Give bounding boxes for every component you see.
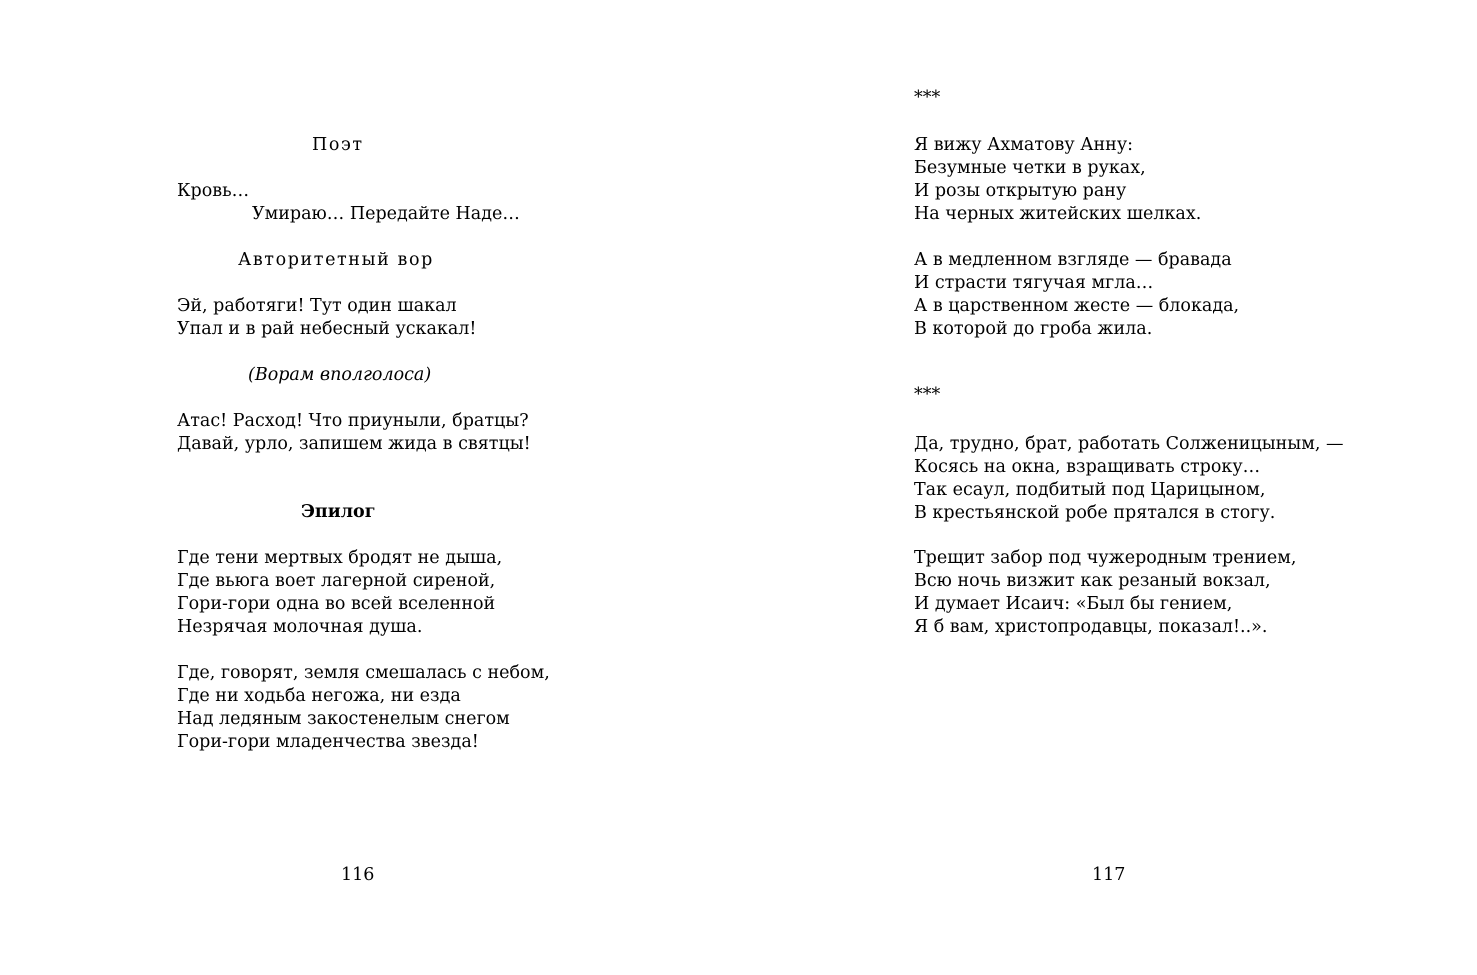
- poet-line: Кровь…: [177, 181, 250, 201]
- verse-line: И думает Исаич: «Был бы гением,: [914, 594, 1233, 614]
- right-page: [738, 0, 1477, 975]
- left-page: [0, 0, 738, 975]
- verse-line: И розы открытую рану: [914, 181, 1127, 201]
- verse-line: В крестьянской робе прятался в стогу.: [914, 503, 1276, 523]
- verse-line: Гори-гори младенчества звезда!: [177, 732, 479, 752]
- verse-line: Всю ночь визжит как резаный вокзал,: [914, 571, 1271, 591]
- verse-line: А в царственном жесте — блокада,: [914, 296, 1240, 316]
- verse-line: Незрячая молочная душа.: [177, 617, 423, 637]
- verse-line: Я б вам, христопродавцы, показал!..».: [914, 617, 1268, 637]
- section-divider: ***: [914, 88, 941, 108]
- verse-line: Упал и в рай небесный ускакал!: [177, 319, 477, 339]
- section-divider: ***: [914, 385, 941, 405]
- verse-line: А в медленном взгляде — бравада: [914, 250, 1232, 270]
- verse-line: Над ледяным закостенелым снегом: [177, 709, 510, 729]
- verse-line: Трещит забор под чужеродным трением,: [914, 548, 1297, 568]
- verse-line: Где тени мертвых бродят не дыша,: [177, 548, 503, 568]
- verse-line: Где, говорят, земля смешалась с небом,: [177, 663, 550, 683]
- verse-line: На черных житейских шелках.: [914, 204, 1202, 224]
- verse-line: Где ни ходьба негожа, ни езда: [177, 686, 461, 706]
- verse-line: Гори-гори одна во всей вселенной: [177, 594, 496, 614]
- character-heading-thief: Авторитетный вор: [238, 250, 434, 270]
- verse-line: Косясь на окна, взращивать строку…: [914, 457, 1261, 477]
- verse-line: Безумные четки в руках,: [914, 158, 1146, 178]
- epilogue-title: Эпилог: [301, 502, 376, 522]
- page-number: 116: [341, 865, 375, 885]
- verse-line: В которой до гроба жила.: [914, 319, 1153, 339]
- verse-line: И страсти тягучая мгла…: [914, 273, 1154, 293]
- poet-line: Умираю… Передайте Наде…: [252, 204, 520, 224]
- verse-line: Да, трудно, брат, работать Солженицыным, —: [914, 434, 1344, 454]
- verse-line: Эй, работяги! Тут один шакал: [177, 296, 457, 316]
- verse-line: Так есаул, подбитый под Царицыном,: [914, 480, 1266, 500]
- character-heading-poet: Поэт: [312, 135, 364, 155]
- verse-line: Атас! Расход! Что приуныли, братцы?: [177, 411, 529, 431]
- verse-line: Где вьюга воет лагерной сиреной,: [177, 571, 496, 591]
- stage-direction: (Ворам вполголоса): [248, 365, 432, 385]
- verse-line: Я вижу Ахматову Анну:: [914, 135, 1134, 155]
- verse-line: Давай, урло, запишем жида в святцы!: [177, 434, 531, 454]
- page-number: 117: [1092, 865, 1126, 885]
